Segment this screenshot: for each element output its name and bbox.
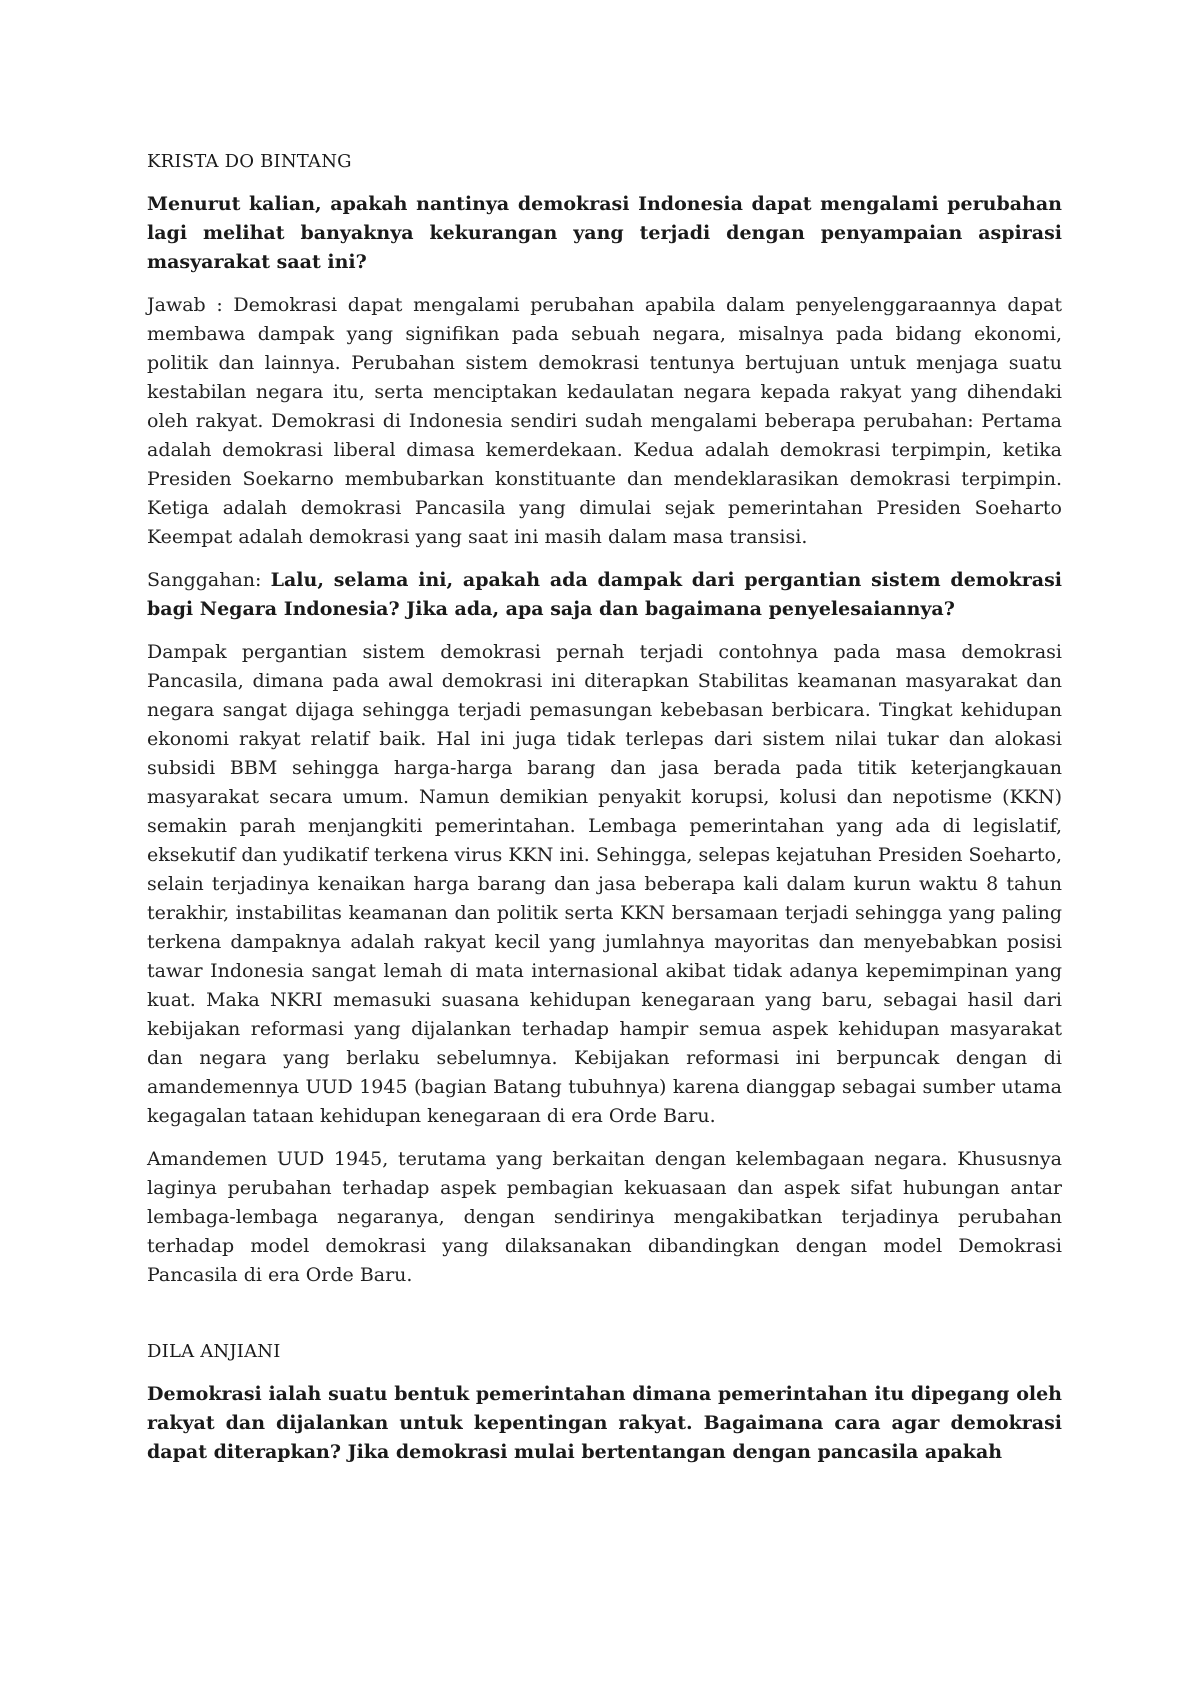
rebuttal-paragraph: [147, 566, 1062, 624]
document-content: [147, 150, 1062, 1467]
answer-paragraph: Jawab : Demokrasi dapat mengalami perubahan apabila dalam penyelenggaraannya dapat membawa dampak yang signifikan pada sebuah negara, misalnya pada bidang ekonomi, politik dan lainnya. Perubahan sistem demokrasi tentunya bertujuan untuk menjaga suatu kestabilan negara itu, serta menciptakan kedaulatan negara kepada rakyat yang dihendaki oleh rakyat. Demokrasi di Indonesia sendiri sudah mengalami beberapa perubahan: Pertama adalah demokrasi liberal dimasa kemerdekaan. Kedua adalah demokrasi terpimpin, ketika Presiden Soekarno membubarkan konstituante dan mendeklarasikan demokrasi terpimpin. Ketiga adalah demokrasi Pancasila yang dimulai sejak pemerintahan Presiden Soeharto Keempat adalah demokrasi yang saat ini masih dalam masa transisi.: [147, 294, 1062, 548]
author-name-dila: DILA ANJIANI: [147, 1341, 281, 1362]
rebuttal-question: Lalu, selama ini, apakah ada dampak dari pergantian sistem demokrasi bagi Negara Indonesia? Jika ada, apa saja dan bagaimana penyelesaiannya?: [147, 569, 1062, 620]
question-dila-clip: [147, 1380, 1062, 1467]
section-spacer: [147, 1304, 1062, 1340]
question-krista: Menurut kalian, apakah nantinya demokrasi Indonesia dapat mengalami perubahan lagi melihat banyaknya kekurangan yang terjadi dengan penyampaian aspirasi masyarakat saat ini?: [147, 193, 1062, 273]
question-dila: Demokrasi ialah suatu bentuk pemerintahan dimana pemerintahan itu dipegang oleh rakyat dan dijalankan untuk kepentingan rakyat. Bagaimana cara agar demokrasi dapat diterapkan? Jika demokrasi mulai bertentangan dengan pancasila apakah: [147, 1383, 1062, 1463]
response-paragraph-1: Dampak pergantian sistem demokrasi pernah terjadi contohnya pada masa demokrasi Pancasila, dimana pada awal demokrasi ini diterapkan Stabilitas keamanan masyarakat dan negara sangat dijaga sehingga terjadi pemasungan kebebasan berbicara. Tingkat kehidupan ekonomi rakyat relatif baik. Hal ini juga tidak terlepas dari sistem nilai tukar dan alokasi subsidi BBM sehingga harga-harga barang dan jasa berada pada titik keterjangkauan masyarakat secara umum. Namun demikian penyakit korupsi, kolusi dan nepotisme (KKN) semakin parah menjangkiti pemerintahan. Lembaga pemerintahan yang ada di legislatif, eksekutif dan yudikatif terkena virus KKN ini. Sehingga, selepas kejatuhan Presiden Soeharto, selain terjadinya kenaikan harga barang dan jasa beberapa kali dalam kurun waktu 8 tahun terakhir, instabilitas keamanan dan politik serta KKN bersamaan terjadi sehingga yang paling terkena dampaknya adalah rakyat kecil yang jumlahnya mayoritas dan menyebabkan posisi tawar Indonesia sangat lemah di mata internasional akibat tidak adanya kepemimpinan yang kuat. Maka NKRI memasuki suasana kehidupan kenegaraan yang baru, sebagai hasil dari kebijakan reformasi yang dijalankan terhadap hampir semua aspek kehidupan masyarakat dan negara yang berlaku sebelumnya. Kebijakan reformasi ini berpuncak dengan di amandemennya UUD 1945 (bagian Batang tubuhnya) karena dianggap sebagai sumber utama kegagalan tataan kehidupan kenegaraan di era Orde Baru.: [147, 641, 1062, 1127]
author-name-krista: KRISTA DO BINTANG: [147, 151, 352, 172]
response-paragraph-2: Amandemen UUD 1945, terutama yang berkaitan dengan kelembagaan negara. Khususnya laginya perubahan terhadap aspek pembagian kekuasaan dan aspek sifat hubungan antar lembaga-lembaga negaranya, dengan sendirinya mengakibatkan terjadinya perubahan terhadap model demokrasi yang dilaksanakan dibandingkan dengan model Demokrasi Pancasila di era Orde Baru.: [147, 1148, 1062, 1286]
rebuttal-label: Sanggahan:: [147, 569, 262, 591]
